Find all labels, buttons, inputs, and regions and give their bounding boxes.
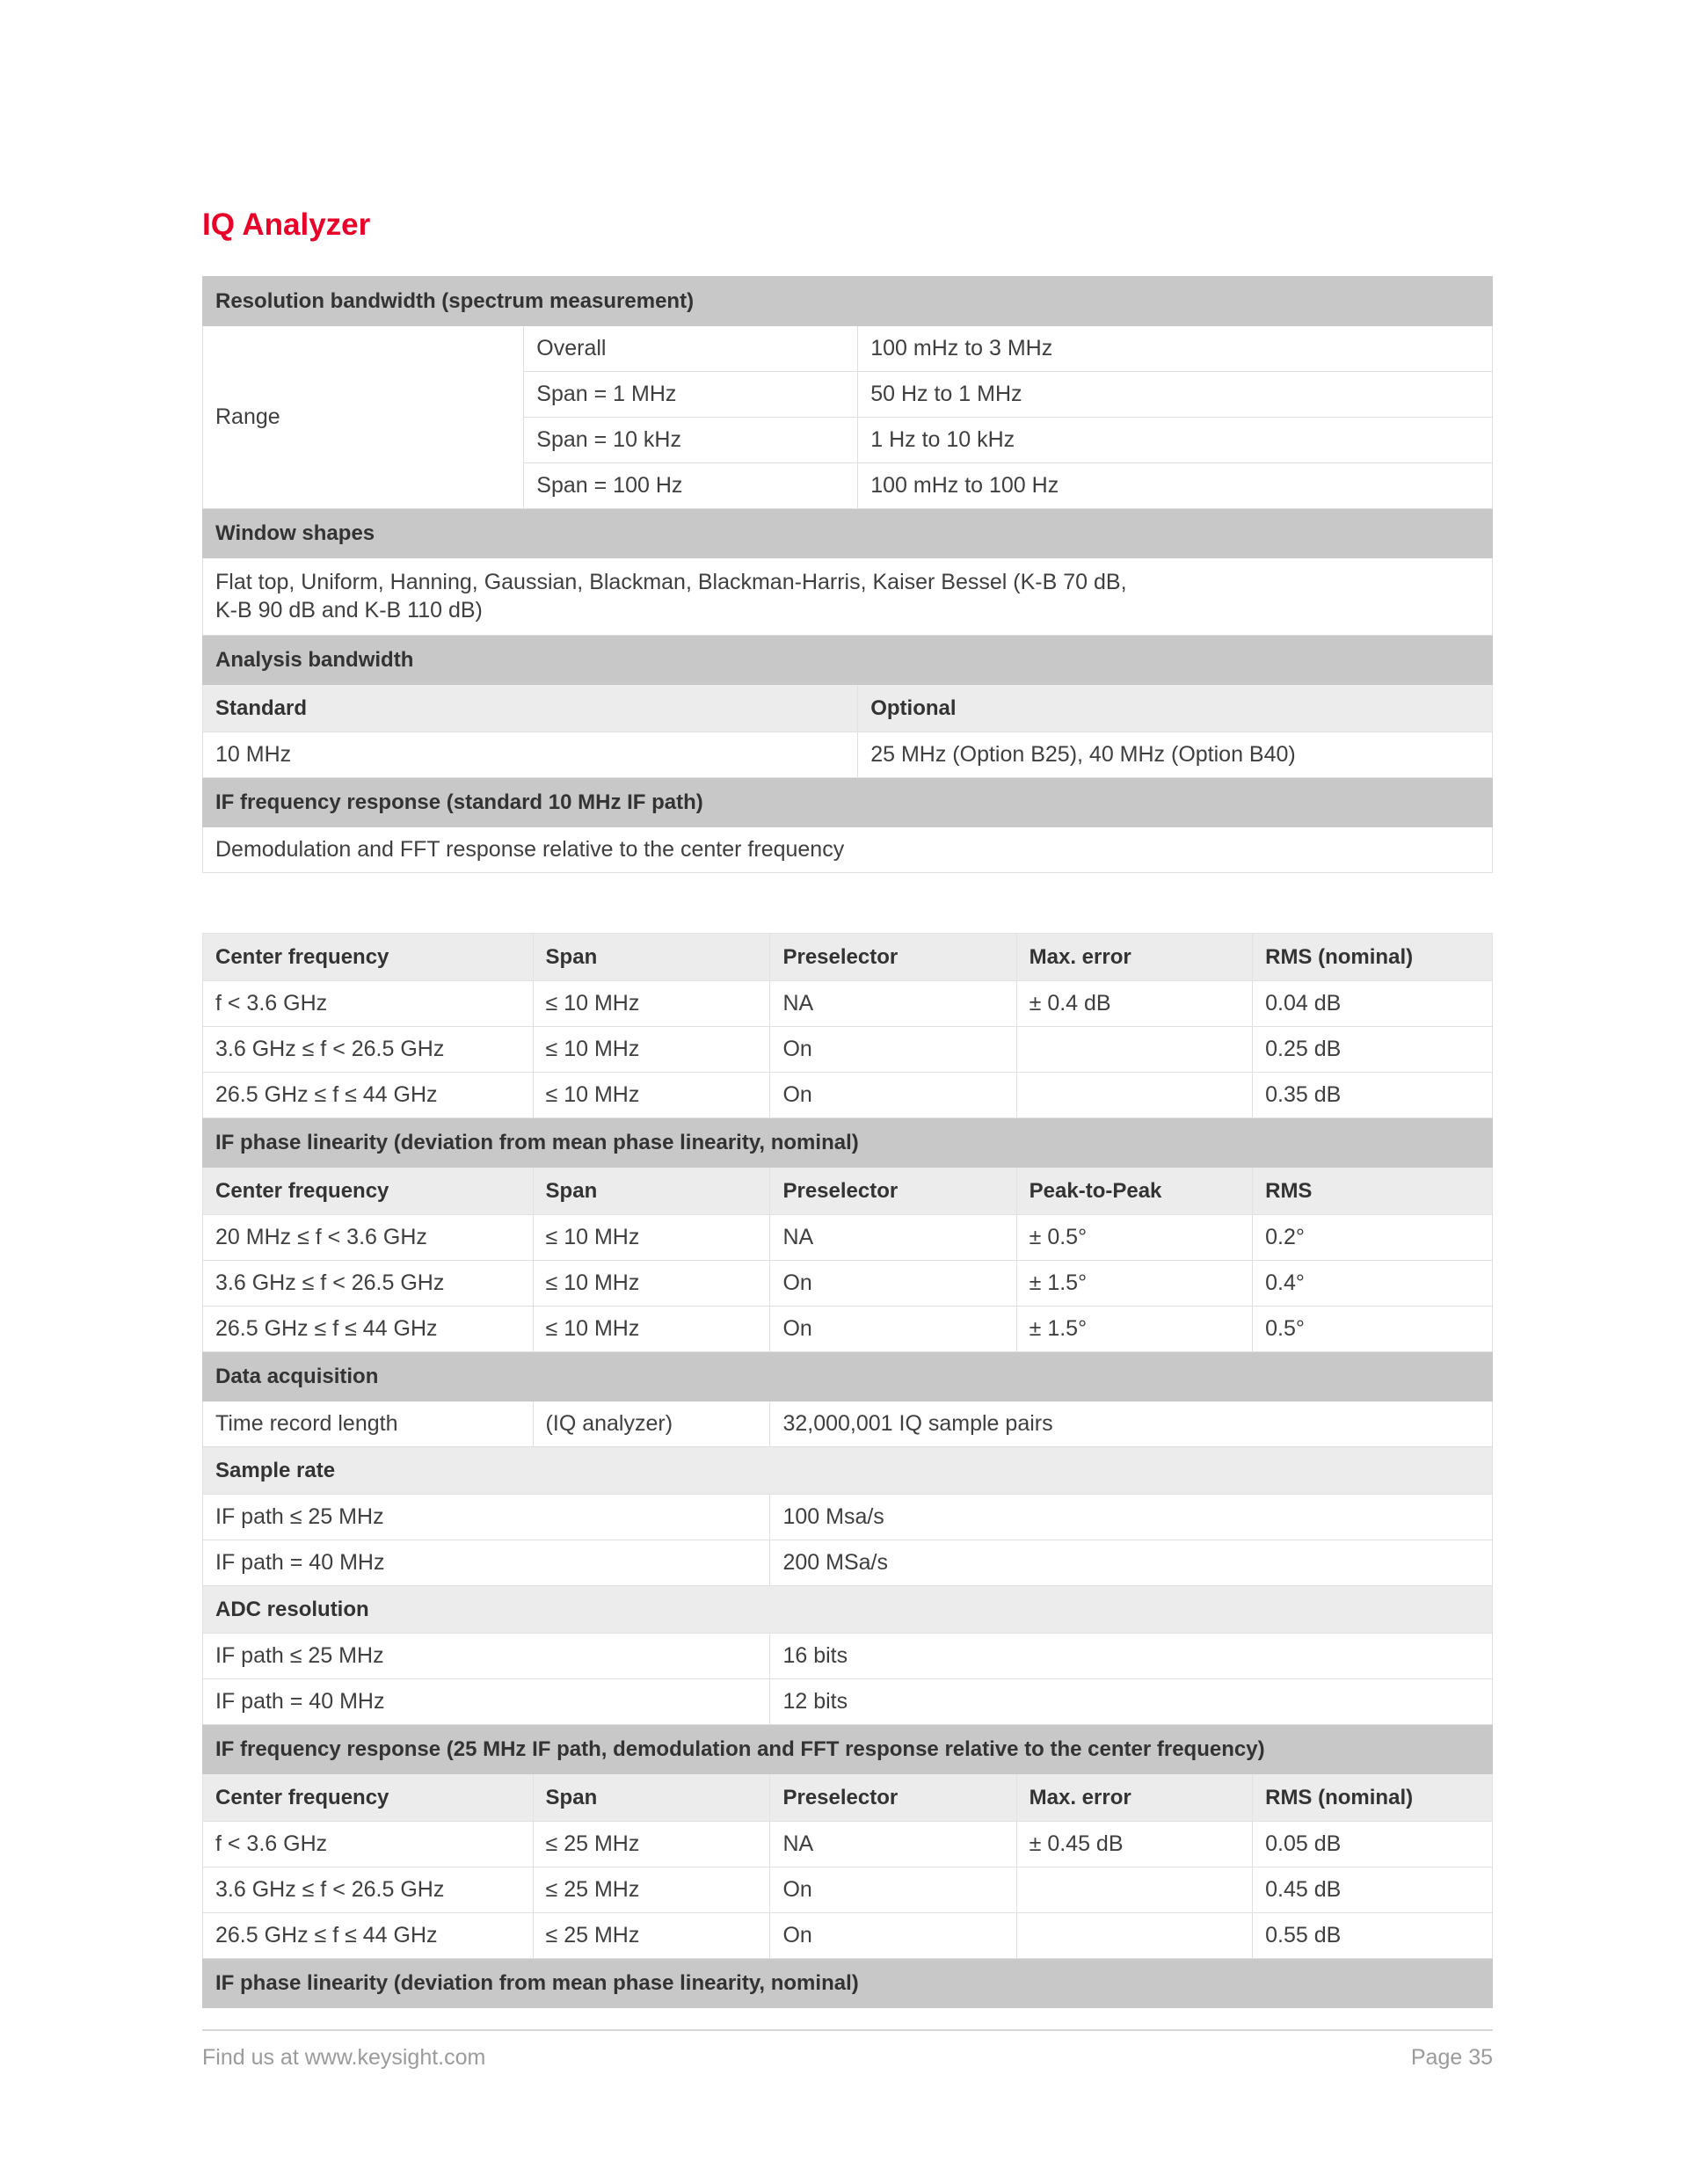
table-row <box>203 1634 1493 1679</box>
table-cell: IF path ≤ 25 MHz <box>203 1634 770 1679</box>
page-footer <box>202 2029 1493 2071</box>
table-row <box>203 636 1493 685</box>
table-row <box>203 1073 1493 1118</box>
table-cell: f < 3.6 GHz <box>203 981 534 1027</box>
table-cell: 10 MHz <box>203 732 858 778</box>
column-header: Center frequency <box>203 1774 534 1822</box>
table-row <box>203 1867 1493 1913</box>
table-cell: 16 bits <box>770 1634 1493 1679</box>
resolution-bandwidth-table <box>202 276 1493 873</box>
column-header: RMS (nominal) <box>1253 934 1493 981</box>
column-header: Span <box>533 1774 770 1822</box>
table-cell: Span = 1 MHz <box>524 372 858 418</box>
table-cell: (IQ analyzer) <box>533 1401 770 1447</box>
table-cell: 20 MHz ≤ f < 3.6 GHz <box>203 1215 534 1261</box>
section-header-if-frequency-response-25: IF frequency response (25 MHz IF path, demodulation and FFT response relative to the center frequency) <box>203 1725 1493 1774</box>
table-cell <box>1016 1913 1252 1959</box>
table-cell: ≤ 25 MHz <box>533 1822 770 1867</box>
window-shapes-line2: K-B 90 dB and K-B 110 dB) <box>215 597 483 622</box>
section-header-sample-rate: Sample rate <box>203 1447 1493 1495</box>
column-header: RMS <box>1253 1168 1493 1215</box>
table-row <box>203 1959 1493 2008</box>
column-header: Preselector <box>770 1168 1016 1215</box>
table-cell: On <box>770 1867 1016 1913</box>
table-row <box>203 1495 1493 1540</box>
column-header: Peak-to-Peak <box>1016 1168 1252 1215</box>
table-cell: 0.35 dB <box>1253 1073 1493 1118</box>
table-row <box>203 277 1493 326</box>
table-cell: 0.05 dB <box>1253 1822 1493 1867</box>
table-cell: ≤ 10 MHz <box>533 981 770 1027</box>
table-cell: 3.6 GHz ≤ f < 26.5 GHz <box>203 1261 534 1307</box>
section-header-if-phase-linearity-2: IF phase linearity (deviation from mean phase linearity, nominal) <box>203 1959 1493 2008</box>
table-row <box>203 1774 1493 1822</box>
table-cell: ≤ 10 MHz <box>533 1073 770 1118</box>
table-row <box>203 827 1493 873</box>
table-row <box>203 981 1493 1027</box>
table-cell: 26.5 GHz ≤ f ≤ 44 GHz <box>203 1073 534 1118</box>
table-cell: IF path = 40 MHz <box>203 1540 770 1586</box>
table-cell: 32,000,001 IQ sample pairs <box>770 1401 1493 1447</box>
section-header-adc-resolution: ADC resolution <box>203 1586 1493 1634</box>
table-cell: ≤ 10 MHz <box>533 1261 770 1307</box>
table-cell: 200 MSa/s <box>770 1540 1493 1586</box>
table-cell: ± 1.5° <box>1016 1261 1252 1307</box>
section-header-resolution-bandwidth: Resolution bandwidth (spectrum measurement) <box>203 277 1493 326</box>
table-cell: 0.45 dB <box>1253 1867 1493 1913</box>
column-header-standard: Standard <box>203 685 858 732</box>
table-row <box>203 1401 1493 1447</box>
table-cell: ≤ 25 MHz <box>533 1867 770 1913</box>
table-row <box>203 1168 1493 1215</box>
table-cell: Span = 10 kHz <box>524 418 858 463</box>
table-cell: NA <box>770 981 1016 1027</box>
section-header-if-frequency-response: IF frequency response (standard 10 MHz IF path) <box>203 778 1493 827</box>
table-row <box>203 1586 1493 1634</box>
if-response-table <box>202 933 1493 2008</box>
table-row <box>203 558 1493 636</box>
page-content <box>202 207 1493 2008</box>
window-shapes-line1: Flat top, Uniform, Hanning, Gaussian, Blackman, Blackman-Harris, Kaiser Bessel (K-B 70 dB, <box>215 570 1127 595</box>
table-cell <box>1016 1867 1252 1913</box>
table-cell: ± 1.5° <box>1016 1307 1252 1352</box>
table-row <box>203 934 1493 981</box>
table-cell: Overall <box>524 326 858 372</box>
table-cell: On <box>770 1261 1016 1307</box>
table-row <box>203 1540 1493 1586</box>
table-row <box>203 1822 1493 1867</box>
table-cell <box>1016 1073 1252 1118</box>
table-row <box>203 732 1493 778</box>
table-row <box>203 1261 1493 1307</box>
table-cell: 0.04 dB <box>1253 981 1493 1027</box>
table-cell: 50 Hz to 1 MHz <box>858 372 1493 418</box>
table-cell: Demodulation and FFT response relative to the center frequency <box>203 827 1493 873</box>
footer-find-us: Find us at www.keysight.com <box>202 2045 486 2070</box>
window-shapes-value <box>203 558 1493 636</box>
table-row <box>203 685 1493 732</box>
table-row <box>203 326 1493 372</box>
page-title: IQ Analyzer <box>202 207 371 242</box>
column-header: Max. error <box>1016 1774 1252 1822</box>
table-cell: 3.6 GHz ≤ f < 26.5 GHz <box>203 1867 534 1913</box>
table-cell: On <box>770 1073 1016 1118</box>
table-cell: 3.6 GHz ≤ f < 26.5 GHz <box>203 1027 534 1073</box>
table-cell: 0.5° <box>1253 1307 1493 1352</box>
section-header-window-shapes: Window shapes <box>203 509 1493 558</box>
section-header-analysis-bandwidth: Analysis bandwidth <box>203 636 1493 685</box>
table-cell: NA <box>770 1822 1016 1867</box>
table-row <box>203 1913 1493 1959</box>
table-row <box>203 1215 1493 1261</box>
table-cell <box>1016 1027 1252 1073</box>
section-header-if-phase-linearity: IF phase linearity (deviation from mean phase linearity, nominal) <box>203 1118 1493 1168</box>
table-row <box>203 1307 1493 1352</box>
table-cell: ≤ 10 MHz <box>533 1215 770 1261</box>
column-header: Span <box>533 1168 770 1215</box>
table-cell: NA <box>770 1215 1016 1261</box>
table-cell: 0.25 dB <box>1253 1027 1493 1073</box>
table-cell: 0.2° <box>1253 1215 1493 1261</box>
table-cell: Span = 100 Hz <box>524 463 858 509</box>
column-header: RMS (nominal) <box>1253 1774 1493 1822</box>
table-cell: On <box>770 1307 1016 1352</box>
column-header: Max. error <box>1016 934 1252 981</box>
table-cell: 100 Msa/s <box>770 1495 1493 1540</box>
table-cell: ≤ 10 MHz <box>533 1027 770 1073</box>
footer-page-number: Page 35 <box>1410 2045 1493 2070</box>
table-row <box>203 1027 1493 1073</box>
table-cell: On <box>770 1913 1016 1959</box>
column-header: Span <box>533 934 770 981</box>
table-cell: 1 Hz to 10 kHz <box>858 418 1493 463</box>
column-header: Preselector <box>770 934 1016 981</box>
table-row <box>203 1352 1493 1401</box>
table-cell: 100 mHz to 100 Hz <box>858 463 1493 509</box>
table-cell: 26.5 GHz ≤ f ≤ 44 GHz <box>203 1913 534 1959</box>
table-cell: 0.55 dB <box>1253 1913 1493 1959</box>
table-cell: 12 bits <box>770 1679 1493 1725</box>
table-row <box>203 1725 1493 1774</box>
table-cell: IF path = 40 MHz <box>203 1679 770 1725</box>
table-cell: On <box>770 1027 1016 1073</box>
table-cell: ± 0.45 dB <box>1016 1822 1252 1867</box>
column-header-optional: Optional <box>858 685 1493 732</box>
table-cell: ± 0.5° <box>1016 1215 1252 1261</box>
table-cell: ≤ 25 MHz <box>533 1913 770 1959</box>
table-cell: 25 MHz (Option B25), 40 MHz (Option B40) <box>858 732 1493 778</box>
table-cell: IF path ≤ 25 MHz <box>203 1495 770 1540</box>
column-header: Center frequency <box>203 1168 534 1215</box>
table-row <box>203 1118 1493 1168</box>
table-cell: 100 mHz to 3 MHz <box>858 326 1493 372</box>
table-row <box>203 1447 1493 1495</box>
table-cell: ≤ 10 MHz <box>533 1307 770 1352</box>
table-cell: 0.4° <box>1253 1261 1493 1307</box>
table-row <box>203 509 1493 558</box>
table-row <box>203 778 1493 827</box>
table-cell: 26.5 GHz ≤ f ≤ 44 GHz <box>203 1307 534 1352</box>
table-cell: Time record length <box>203 1401 534 1447</box>
range-label: Range <box>203 326 524 509</box>
section-header-data-acquisition: Data acquisition <box>203 1352 1493 1401</box>
table-row <box>203 1679 1493 1725</box>
column-header: Preselector <box>770 1774 1016 1822</box>
table-cell: ± 0.4 dB <box>1016 981 1252 1027</box>
column-header: Center frequency <box>203 934 534 981</box>
table-cell: f < 3.6 GHz <box>203 1822 534 1867</box>
